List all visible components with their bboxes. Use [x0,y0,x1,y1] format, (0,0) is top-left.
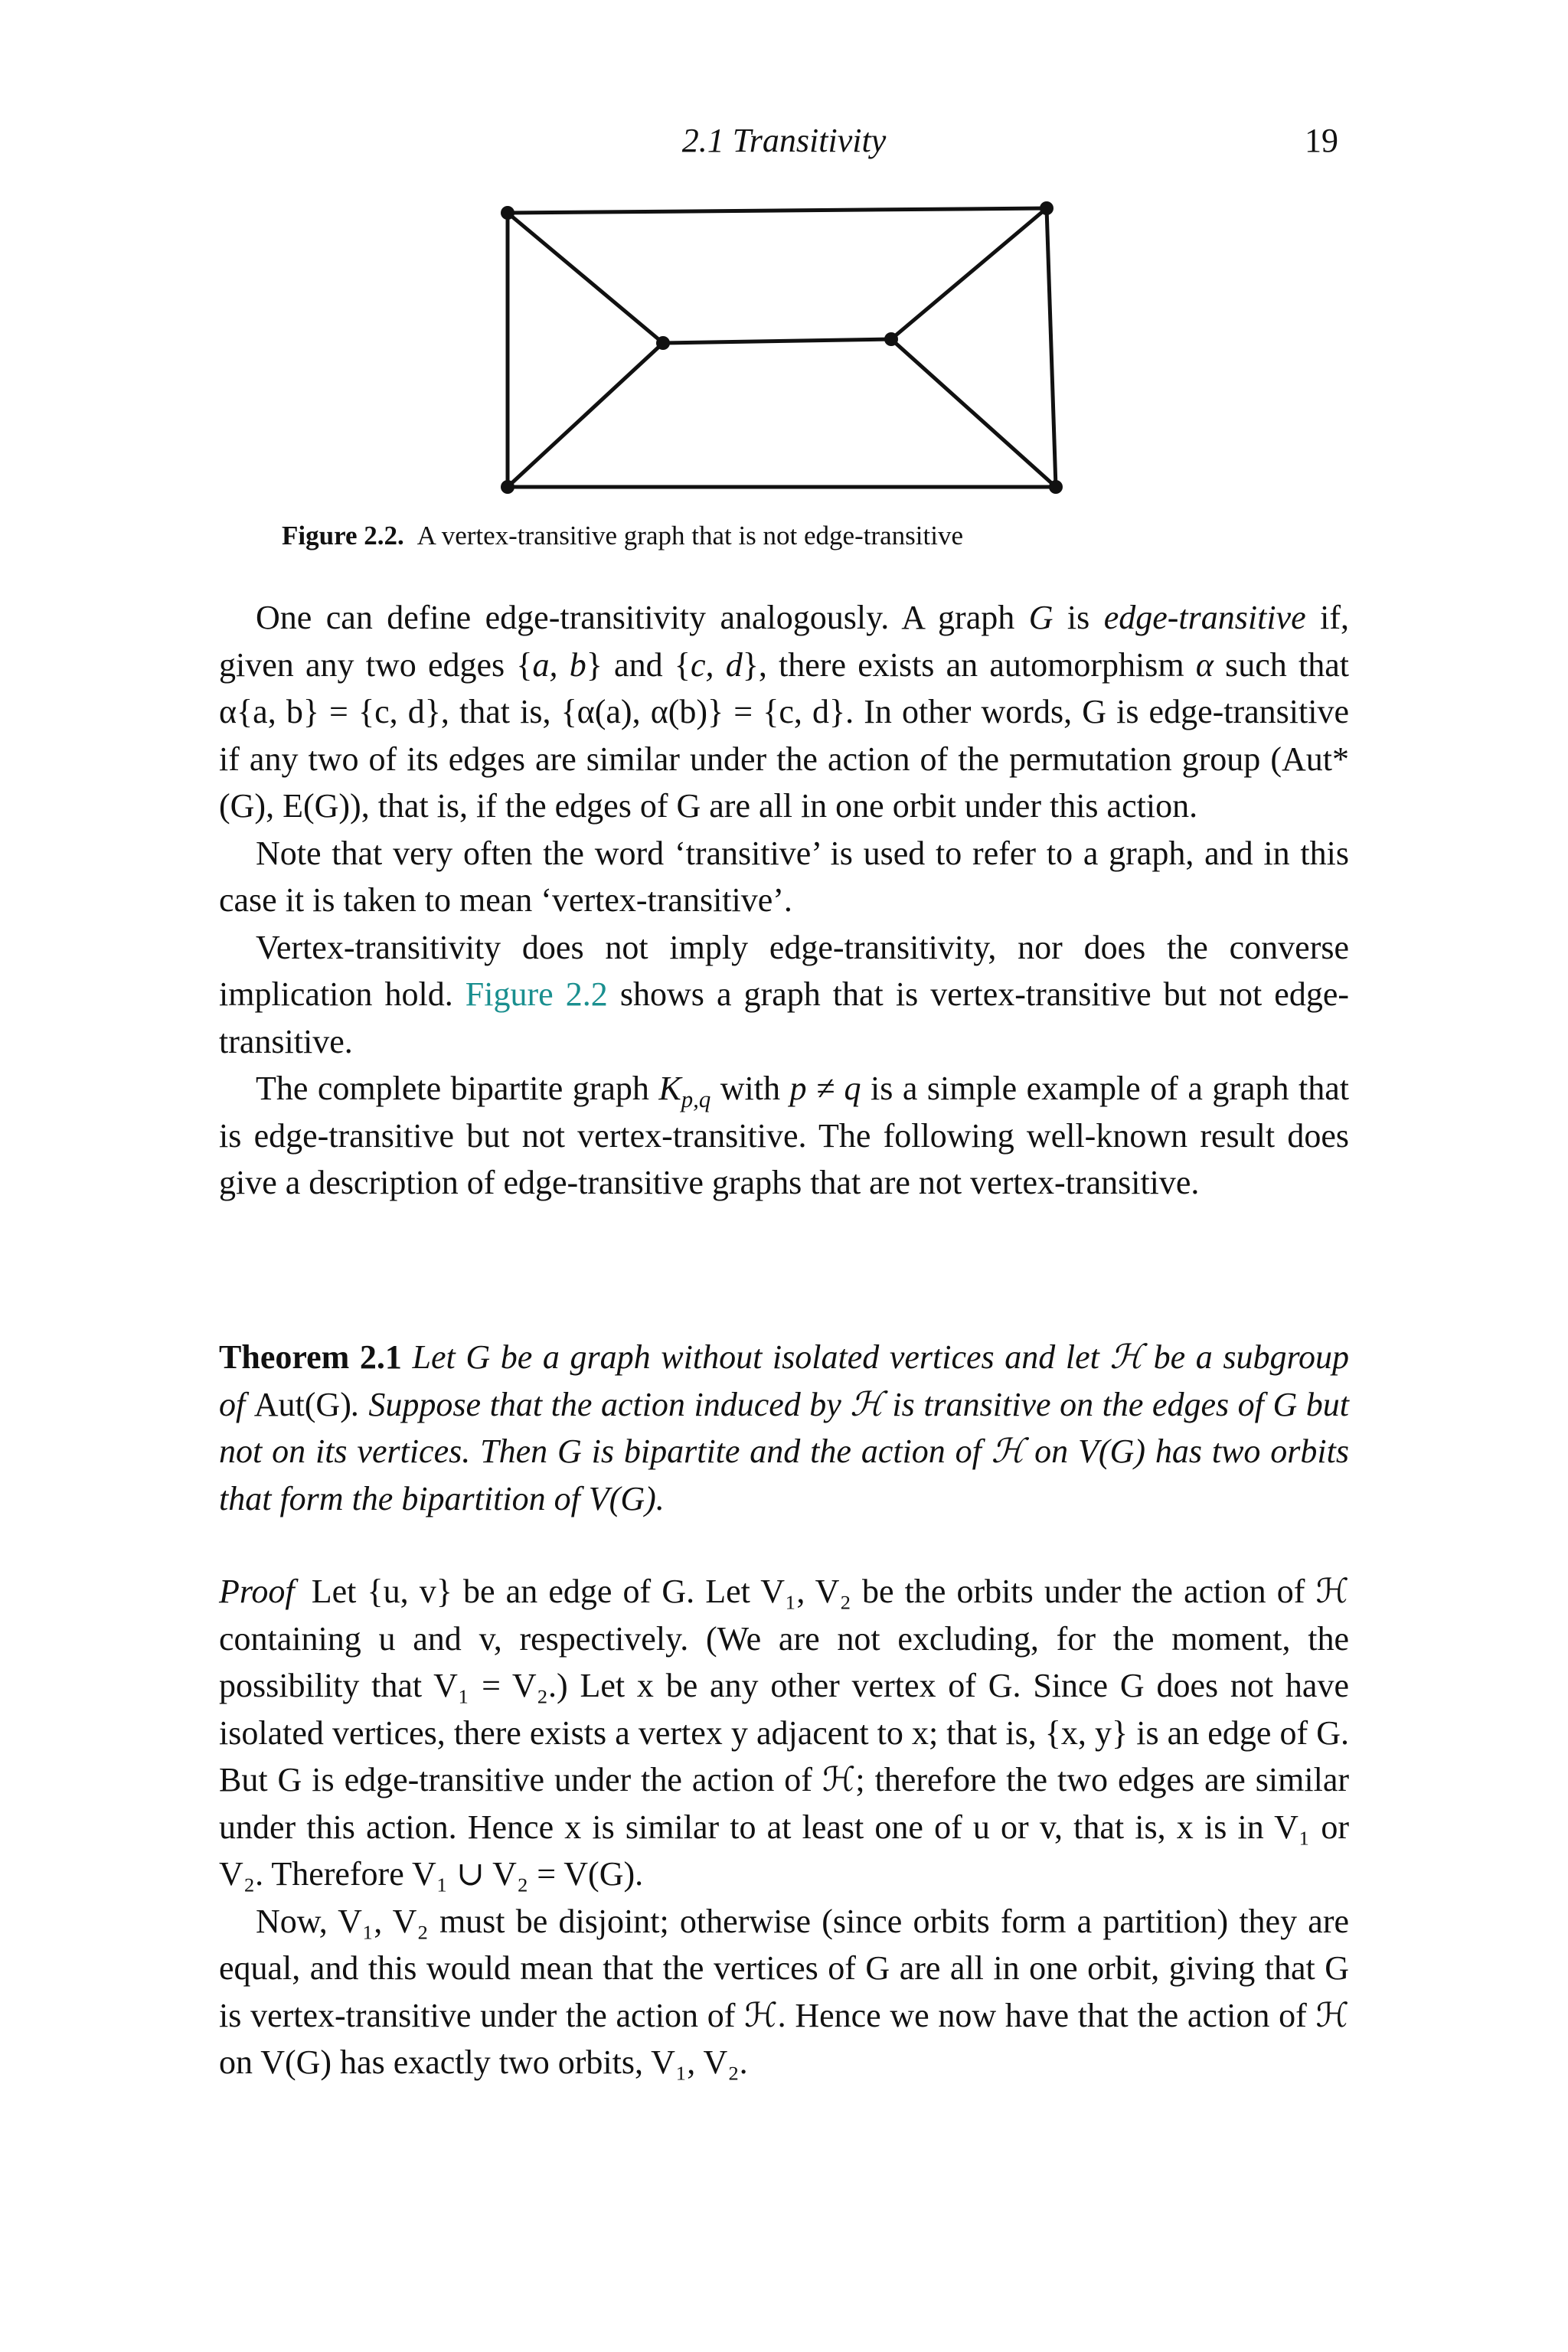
figure-label: Figure 2.2. [282,521,404,550]
page-number: 19 [1305,122,1338,159]
text: with [710,1070,790,1107]
figure-graph [0,0,1568,521]
vertex [501,206,514,220]
edge-bottom-left-inner [508,343,663,487]
figure-reference-link[interactable]: Figure 2.2 [465,975,608,1013]
text: such that α{a, b} = {c, d}, that is, {α(a), α(b)} = {c, d}. In other words, G is edge-transitive if any two of its edges are similar under the action of the permutation group (Aut*(G), E(G)), that is, if the edges of G are all in one orbit under this action. [219,645,1350,825]
theorem [219,1334,1349,1522]
text: The complete bipartite graph [256,1070,659,1107]
proof [219,1568,1349,2086]
edge-top [508,208,1047,213]
edge-top-left-inner [508,213,663,343]
paragraph [219,1568,1349,1898]
math: c, d [690,645,743,684]
vertex [1040,201,1054,215]
proof-label: Proof [219,1573,295,1610]
paragraph: Note that very often the word ‘transitive’ is used to refer to a graph, and in this case it is taken to mean ‘vertex-transitive’. [219,834,1349,919]
proof-text: Let {u, v} be an edge of G. Let V₁, V₂ be the orbits under the action of ℋ containing u and v, respectively. (We are not excluding, for the moment, the possibility that V₁ = V₂.) Let x be any other vertex of G. Since G does not have isolated vertices, there exists a vertex y adjacent to x; that is, {x, y} is an edge of G. But G is edge-transitive under the action of ℋ; therefore the two edges are similar under this action. Hence x is similar to at least one of u or v, that is, x is in V₁ or V₂. Therefore V₁ ∪ V₂ = V(G). [219,1573,1349,1893]
math: p ≠ q [789,1070,861,1107]
edge-top-right-inner [891,208,1047,339]
theorem-label: Theorem 2.1 [219,1338,402,1376]
math-subscript: p,q [681,1086,711,1112]
math: K [658,1070,681,1107]
figure-caption-text: A vertex-transitive graph that is not edge-transitive [416,521,963,550]
edge-right [1047,208,1056,487]
math: α [1195,645,1214,684]
paragraph [219,1065,1349,1207]
edge-middle [663,339,891,343]
text: }, there exists an automorphism [742,645,1196,684]
vertex [501,480,514,494]
theorem-text: . Suppose that the action induced by ℋ is transitive on the edges of G but not on its vertices. Then G is bipartite and the action of ℋ on V(G) has two orbits that form the bipartition of V(G). [219,1385,1349,1517]
body-text [219,594,1349,1207]
text: Vertex-transitivity does not imply edge-transitivity, nor does the converse implication hold. [219,928,1349,1013]
vertex [1049,480,1063,494]
emphasis: edge-transitive [1103,599,1306,636]
math: a, b [532,645,586,684]
text: if, given any two edges { [219,599,1349,684]
graph-edges [508,208,1056,487]
text: is a simple example of a graph that is edge-transitive but not vertex-transitive. The following well-known result does give a description of edge-transitive graphs that are not vertex-transitive. [219,1070,1349,1201]
paragraph: Now, V₁, V₂ must be disjoint; otherwise (since orbits form a partition) they are equal, and this would mean that the vertices of G are all in one orbit, giving that G is vertex-transitive under the action of ℋ. Hence we now have that the action of ℋ on V(G) has exactly two orbits, V₁, V₂. [219,1902,1349,2081]
text: is [1053,599,1104,636]
vertex [884,332,898,346]
graph-vertices [501,201,1063,494]
text: shows a graph that is vertex-transitive but not edge-transitive. [219,975,1349,1060]
math: G [1028,599,1054,636]
text: } and { [586,645,691,684]
paragraph [219,594,1349,830]
vertex [656,336,670,350]
figure-caption [282,518,1354,554]
running-head: 2.1 Transitivity [681,122,887,159]
theorem-text: Let G be a graph without isolated vertices and let ℋ be a subgroup of [219,1338,1350,1423]
edge-bottom-right-inner [891,339,1056,487]
text: One can define edge-transitivity analogously. A graph [256,599,1029,636]
theorem-math: Aut(G) [253,1385,351,1423]
paragraph [219,924,1349,1066]
